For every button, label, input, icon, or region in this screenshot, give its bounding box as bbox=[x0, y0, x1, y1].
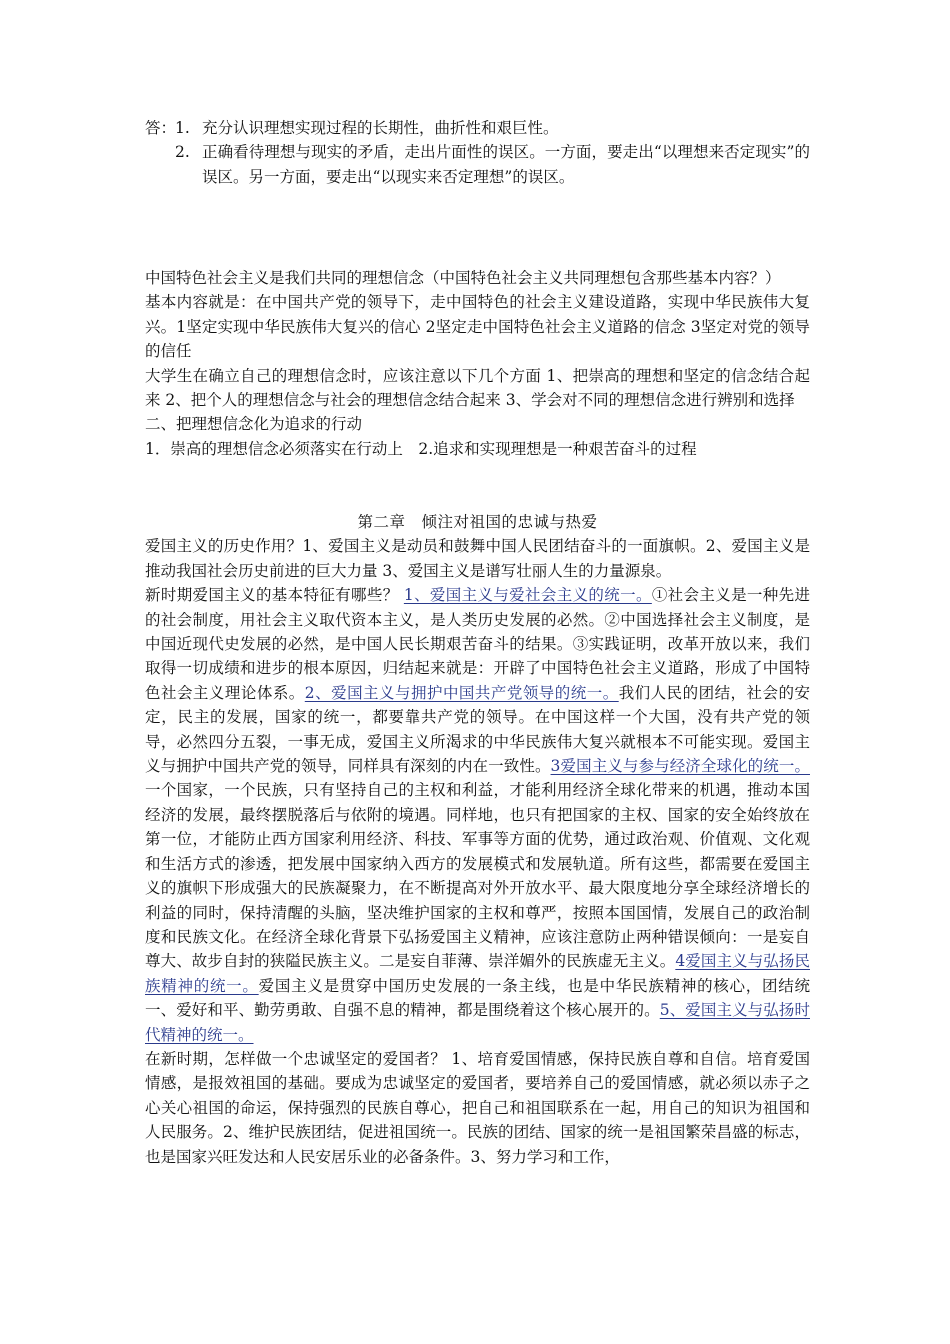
feature-heading-1: 1、爱国主义与爱社会主义的统一。 bbox=[403, 586, 652, 605]
feature-heading-4: 4爱国主义与弘扬民族精神的统一。 bbox=[145, 952, 810, 995]
feature-heading-5: 5、爱国主义与弘扬时代精神的统一。 bbox=[145, 1001, 810, 1044]
chapter-two bbox=[145, 510, 810, 1169]
features-question: 新时期爱国主义的基本特征有哪些？ bbox=[145, 586, 404, 605]
feature-text-1: ①社会主义是一种先进的社会制度，用社会主义取代资本主义，是人类历史发展的必然。②中国选择社会主义制度，是中国近现代史发展的必然，是中国人民长期艰苦奋斗的结果。③实践证明，改革开放以来，我们取得一切成绩和进步的根本原因，归结起来就是：开辟了中国特色社会主义道路，形成了中国特色社会主义理论体系。 bbox=[145, 586, 810, 702]
chapter-title: 第二章 倾注对祖国的忠诚与热爱 bbox=[357, 513, 598, 531]
paragraph-history-role: 爱国主义的历史作用？1、爱国主义是动员和鼓舞中国人民团结奋斗的一面旗帜。2、爱国主义是推动我国社会历史前进的巨大力量 3、爱国主义是谱写壮丽人生的力量源泉。 bbox=[145, 537, 810, 580]
feature-heading-2: 2、爱国主义与拥护中国共产党领导的统一。 bbox=[304, 683, 619, 702]
paragraph-features bbox=[145, 583, 810, 1047]
answer-item-text: 正确看待理想与现实的矛盾，走出片面性的误区。一方面，要走出“以理想来否定现实”的误区。另一方面，要走出“以现实来否定理想”的误区。 bbox=[202, 143, 810, 186]
answer-item-text: 充分认识理想实现过程的长期性，曲折性和艰巨性。 bbox=[202, 119, 559, 137]
paragraph-how-to-be-patriot: 在新时期，怎样做一个忠诚坚定的爱国者？ 1、培育爱国情感，保持民族自尊和自信。培育爱国情感，是报效祖国的基础。要成为忠诚坚定的爱国者，要培养自己的爱国情感，就必须以赤子之心关心祖国的命运，保持强烈的民族自尊心，把自己和祖国联系在一起，用自己的知识为祖国和人民服务。2、维护民族团结，促进祖国统一。民族的团结、国家的统一是祖国繁荣昌盛的标志，也是国家兴旺发达和人民安居乐业的必备条件。3、努力学习和工作， bbox=[145, 1049, 810, 1166]
feature-text-4: 爱国主义是贯穿中国历史发展的一条主线，也是中华民族精神的核心，团结统一、爱好和平、勤劳勇敢、自强不息的精神，都是围绕着这个核心展开的。 bbox=[145, 976, 810, 1020]
paragraph-action: 1．崇高的理想信念必须落实在行动上 2.追求和实现理想是一种艰苦奋斗的过程 bbox=[145, 439, 697, 458]
answer-lead: 答： bbox=[145, 119, 177, 137]
answer-item-number: 2. bbox=[175, 143, 190, 162]
section-ideal-belief bbox=[145, 266, 810, 461]
paragraph-students: 大学生在确立自己的理想信念时，应该注意以下几个方面 1、把崇高的理想和坚定的信念结合起来 2、把个人的理想信念与社会的理想信念结合起来 3、学会对不同的理想信念进行辨别和选择 bbox=[145, 366, 810, 410]
paragraph-common-ideal: 中国特色社会主义是我们共同的理想信念（中国特色社会主义共同理想包含那些基本内容？） bbox=[145, 269, 781, 287]
answer-item-1 bbox=[145, 116, 810, 140]
answer-block bbox=[145, 116, 810, 189]
answer-indent bbox=[145, 140, 175, 189]
feature-heading-3: 3爱国主义与参与经济全球化的统一。 bbox=[550, 757, 810, 776]
feature-text-3: 一个国家，一个民族，只有坚持自己的主权和利益，才能利用经济全球化带来的机遇，推动本国经济的发展，最终摆脱落后与依附的境遇。同样地，也只有把国家的主权、国家的安全始终放在第一位，才能防止西方国家利用经济、科技、军事等方面的优势，通过政治观、价值观、文化观和生活方式的渗透，把发展中国家纳入西方的发展模式和发展轨道。所有这些，都需要在爱国主义的旗帜下形成强大的民族凝聚力，在不断提高对外开放水平、最大限度地分享全球经济增长的利益的同时，保持清醒的头脑，坚决维护国家的主权和尊严，按照本国国情，发展自己的政治制度和民族文化。在经济全球化背景下弘扬爱国主义精神，应该注意防止两种错误倾向：一是妄自尊大、故步自封的狭隘民族主义。二是妄自菲薄、崇洋媚外的民族虚无主义。 bbox=[145, 781, 810, 971]
section-heading: 二、把理想信念化为追求的行动 bbox=[145, 415, 363, 434]
feature-text-2: 我们人民的团结，社会的安定，民主的发展，国家的统一，都要靠共产党的领导。在中国这样一个大国，没有共产党的领导，必然四分五裂，一事无成，爱国主义所渴求的中华民族伟大复兴就根本不可能实现。爱国主义与拥护中国共产党的领导，同样具有深刻的内在一致性。 bbox=[145, 683, 810, 776]
paragraph-basic-content: 基本内容就是：在中国共产党的领导下，走中国特色的社会主义建设道路，实现中华民族伟大复兴。1坚定实现中华民族伟大复兴的信心 2坚定走中国特色社会主义道路的信念 3坚定对党的领导的信任 bbox=[145, 293, 810, 361]
answer-item-number: 1. bbox=[175, 119, 190, 137]
answer-item-2 bbox=[145, 140, 810, 189]
